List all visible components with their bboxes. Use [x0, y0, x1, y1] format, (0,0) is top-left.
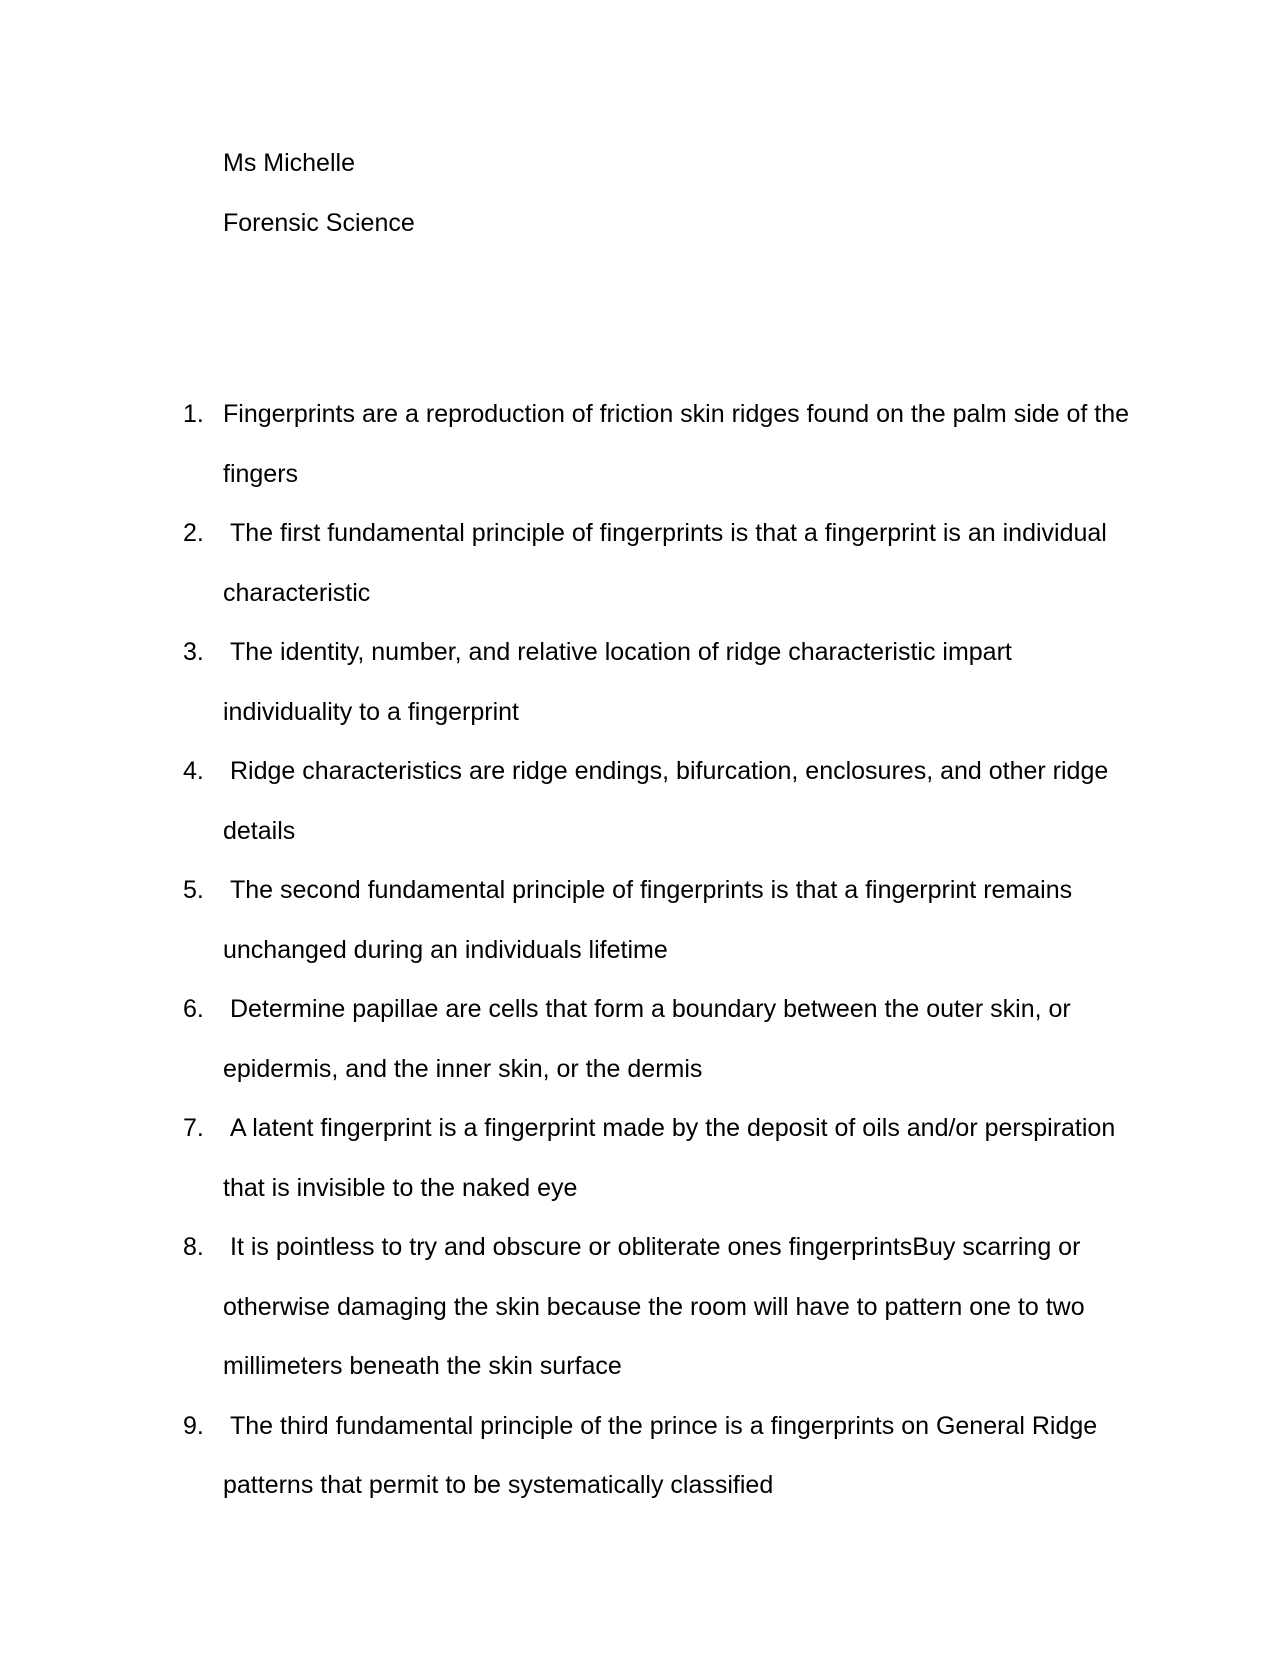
list-item: [183, 1099, 1143, 1218]
list-item: [183, 861, 1143, 980]
list-item-number: 7.: [183, 1114, 204, 1142]
list-item-number: 9.: [183, 1411, 204, 1440]
author-name: Ms Michelle: [223, 149, 355, 177]
list-item: [183, 980, 1143, 1099]
list-item: [183, 623, 1143, 742]
list-item: [183, 1218, 1143, 1397]
list-item: [183, 1397, 1143, 1516]
list-item: [183, 742, 1143, 861]
list-item-number: 8.: [183, 1233, 204, 1261]
list-item-text: The second fundamental principle of fingerprints is that a fingerprint remains unchanged during an individuals lifetime: [223, 876, 1073, 964]
list-item-text: Fingerprints are a reproduction of friction skin ridges found on the palm side of the fingers: [223, 400, 1130, 488]
list-item-text: It is pointless to try and obscure or obliterate ones fingerprintsBuy scarring or otherwise damaging the skin because the room will have to pattern one to two millimeters beneath the skin surface: [223, 1233, 1085, 1380]
list-item-number: 6.: [183, 995, 204, 1023]
list-item-text: The first fundamental principle of fingerprints is that a fingerprint is an individual characteristic: [223, 519, 1107, 607]
numbered-list: [183, 385, 1143, 1516]
list-item-text: The identity, number, and relative location of ridge characteristic impart individuality to a fingerprint: [223, 638, 1012, 726]
list-item: [183, 385, 1143, 504]
list-item-number: 1.: [183, 400, 204, 428]
list-item-text: The third fundamental principle of the prince is a fingerprints on General Ridge patterns that permit to be systematically classified: [223, 1411, 1098, 1499]
list-item-text: A latent fingerprint is a fingerprint made by the deposit of oils and/or perspiration that is invisible to the naked eye: [223, 1114, 1116, 1202]
list-item-text: Determine papillae are cells that form a boundary between the outer skin, or epidermis, and the inner skin, or the dermis: [223, 995, 1071, 1083]
list-item-number: 5.: [183, 876, 204, 904]
course-title: Forensic Science: [223, 209, 415, 237]
list-item: [183, 504, 1143, 623]
list-item-number: 3.: [183, 638, 204, 666]
list-item-number: 2.: [183, 519, 204, 547]
list-item-number: 4.: [183, 757, 204, 785]
list-item-text: Ridge characteristics are ridge endings, bifurcation, enclosures, and other ridge details: [223, 757, 1109, 845]
